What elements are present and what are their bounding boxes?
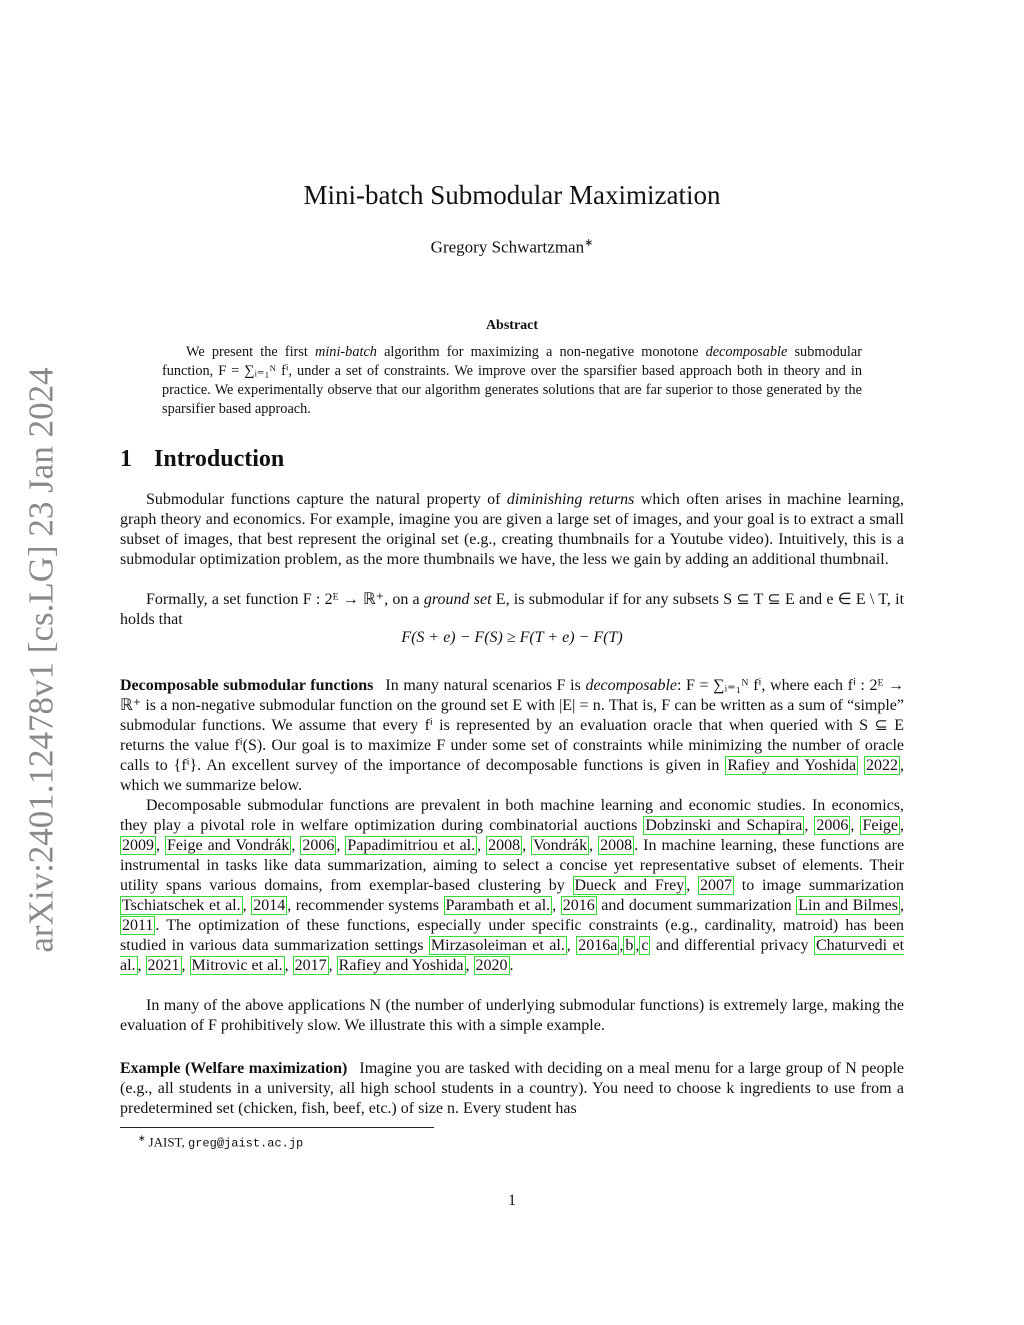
citation-link[interactable]: Papadimitriou et al.: [347, 837, 476, 854]
citation-link[interactable]: Chaturvedi et al.: [120, 937, 905, 974]
citation-link[interactable]: 2007: [700, 877, 733, 894]
section-title: Introduction: [154, 446, 285, 472]
citation-link[interactable]: Dueck and Frey: [574, 877, 685, 894]
citation-link[interactable]: 2014: [253, 897, 286, 914]
citation-link[interactable]: Rafiey and Yoshida: [727, 757, 857, 774]
citation-link[interactable]: c: [641, 937, 649, 954]
citation-link[interactable]: Mitrovic et al.: [191, 957, 283, 974]
citation-link[interactable]: b: [625, 937, 634, 954]
citation-link[interactable]: 2022: [866, 757, 899, 774]
paragraph-applications: Decomposable submodular functions are prevalent in both machine learning and economic studies. In economics, they play a pivotal role in welfare optimization during combinatorial auctions Dobzinski and Schapira , 2006 , Feige , 2009 , Feige and Vondrák , 2006 , Papadimitriou et al. , 2008 , Vondrák , 2008 . In machine learning, these functions are instrumental in tasks like data summarization, aiming to select a concise yet representative subset of elements. Their utility spans various domains, from exemplar-based clustering by Dueck and Frey , 2007 to image summarization Tschiatschek et al. , 2014 , recommender systems Parambath et al. , 2016 and document summarization Lin and Bilmes , 2011 . The optimization of these functions, especially under specific constraints (e.g., cardinality, matroid) has been studied in various data summarization settings Mirzasoleiman et al. , 2016a , b , c and differential privacy Chaturvedi et al. , 2021 , Mitrovic et al. , 2017 , Rafiey and Yoshida , 2020 .: [120, 797, 905, 974]
citation-link[interactable]: 2011: [122, 917, 154, 934]
citation-link[interactable]: 2017: [294, 957, 327, 974]
page-number: 1: [508, 1192, 516, 1209]
submodularity-equation: F(S + e) − F(S) ≥ F(T + e) − F(T): [401, 629, 623, 646]
author-footnote-mark[interactable]: ∗: [584, 237, 594, 249]
citation-link[interactable]: 2008: [600, 837, 633, 854]
paragraph-intro: Submodular functions capture the natural property of diminishing returns which often arises in machine learning, graph theory and economics. For example, imagine you are given a large set of images, and your goal is to extract a small subset of images, that best represent the original set (e.g., creating thumbnails for a Youtube video). Intuitively, this is a submodular optimization problem, as the more thumbnails we have, the less we gain by adding an additional thumbnail.: [120, 491, 905, 568]
footnote-rule: [120, 1127, 434, 1128]
citation-link[interactable]: Feige and Vondrák: [167, 837, 290, 854]
citation-link[interactable]: Parambath et al.: [445, 897, 551, 914]
citation-link[interactable]: 2006: [302, 837, 335, 854]
citation-link[interactable]: 2020: [475, 957, 508, 974]
paper-title: Mini-batch Submodular Maximization: [303, 180, 721, 210]
citation-link[interactable]: Dobzinski and Schapira: [645, 817, 803, 834]
citation-link[interactable]: Mirzasoleiman et al.: [430, 937, 565, 954]
citation-link[interactable]: Tschiatschek et al.: [122, 897, 241, 914]
paragraph-decomposable: Decomposable submodular functions In many natural scenarios F is decomposable: F = ∑ᵢ₌₁ᴺ fⁱ, where each fⁱ : 2ᴱ → ℝ⁺ is a non-negative submodular function on the ground set E with |E| = n. That is, F can be written as a sum of “simple” submodular functions. We assume that every fⁱ is represented by an evaluation oracle that when queried with S ⊆ E returns the value fⁱ(S). Our goal is to maximize F under some set of constraints while minimizing the number of oracle calls to {fⁱ}. An excellent survey of the importance of decomposable functions is given in Rafiey and Yoshida 2022 , which we summarize below.: [120, 677, 905, 794]
arxiv-id[interactable]: arXiv:2401.12478v1 [cs.LG] 23 Jan 2024: [22, 367, 62, 953]
citation-link[interactable]: 2016a: [578, 937, 618, 954]
citation-link[interactable]: 2016: [562, 897, 595, 914]
paragraph-lead: Decomposable submodular functions: [120, 677, 374, 694]
abstract-text: We present the first mini-batch algorithm for maximizing a non-negative monotone decomposable submodular function, F = ∑ᵢ₌₁ᴺ fⁱ, under a set of constraints. We improve over the sparsifier based approach both in theory and in practice. We experimentally observe that our algorithm generates solutions that are far superior to those generated by the sparsifier based approach.: [162, 344, 862, 417]
footnote-email[interactable]: greg@jaist.ac.jp: [188, 1136, 304, 1151]
citation-link[interactable]: Vondrák: [533, 837, 588, 854]
footnote-org: JAIST,: [148, 1134, 189, 1150]
abstract-heading: Abstract: [485, 318, 539, 333]
author-name: Gregory Schwartzman: [430, 237, 585, 257]
arxiv-sidebar-stamp: [12, 367, 72, 953]
section-heading: [120, 446, 306, 473]
paragraph-example: Example (Welfare maximization) Imagine you are tasked with deciding on a meal menu for a large group of N people (e.g., all students in a university, all high school students in a country). You need to choose k ingredients to use from a predetermined set (chicken, fish, beef, etc.) of size n. Every student has: [120, 1060, 904, 1117]
citation-link[interactable]: Rafiey and Yoshida: [338, 957, 464, 974]
paragraph-definition: Formally, a set function F : 2ᴱ → ℝ⁺, on a ground set E, is submodular if for any subsets S ⊆ T ⊆ E and e ∈ E \ T, it holds that: [120, 591, 905, 628]
citation-link[interactable]: 2008: [488, 837, 521, 854]
author-line: [0, 236, 1024, 258]
paragraph-lead: Example (Welfare maximization): [120, 1060, 348, 1077]
footnote-mark: ∗: [138, 1133, 146, 1143]
paragraph-motivation: In many of the above applications N (the number of underlying submodular functions) is extremely large, making the evaluation of F prohibitively slow. We illustrate this with a simple example.: [120, 997, 904, 1034]
section-number: 1: [120, 446, 132, 472]
citation-link[interactable]: 2006: [816, 817, 849, 834]
citation-link[interactable]: Lin and Bilmes: [798, 897, 899, 914]
citation-link[interactable]: 2021: [147, 957, 180, 974]
citation-link[interactable]: Feige: [862, 817, 899, 834]
citation-link[interactable]: 2009: [122, 837, 154, 854]
footnote: [120, 1133, 303, 1150]
